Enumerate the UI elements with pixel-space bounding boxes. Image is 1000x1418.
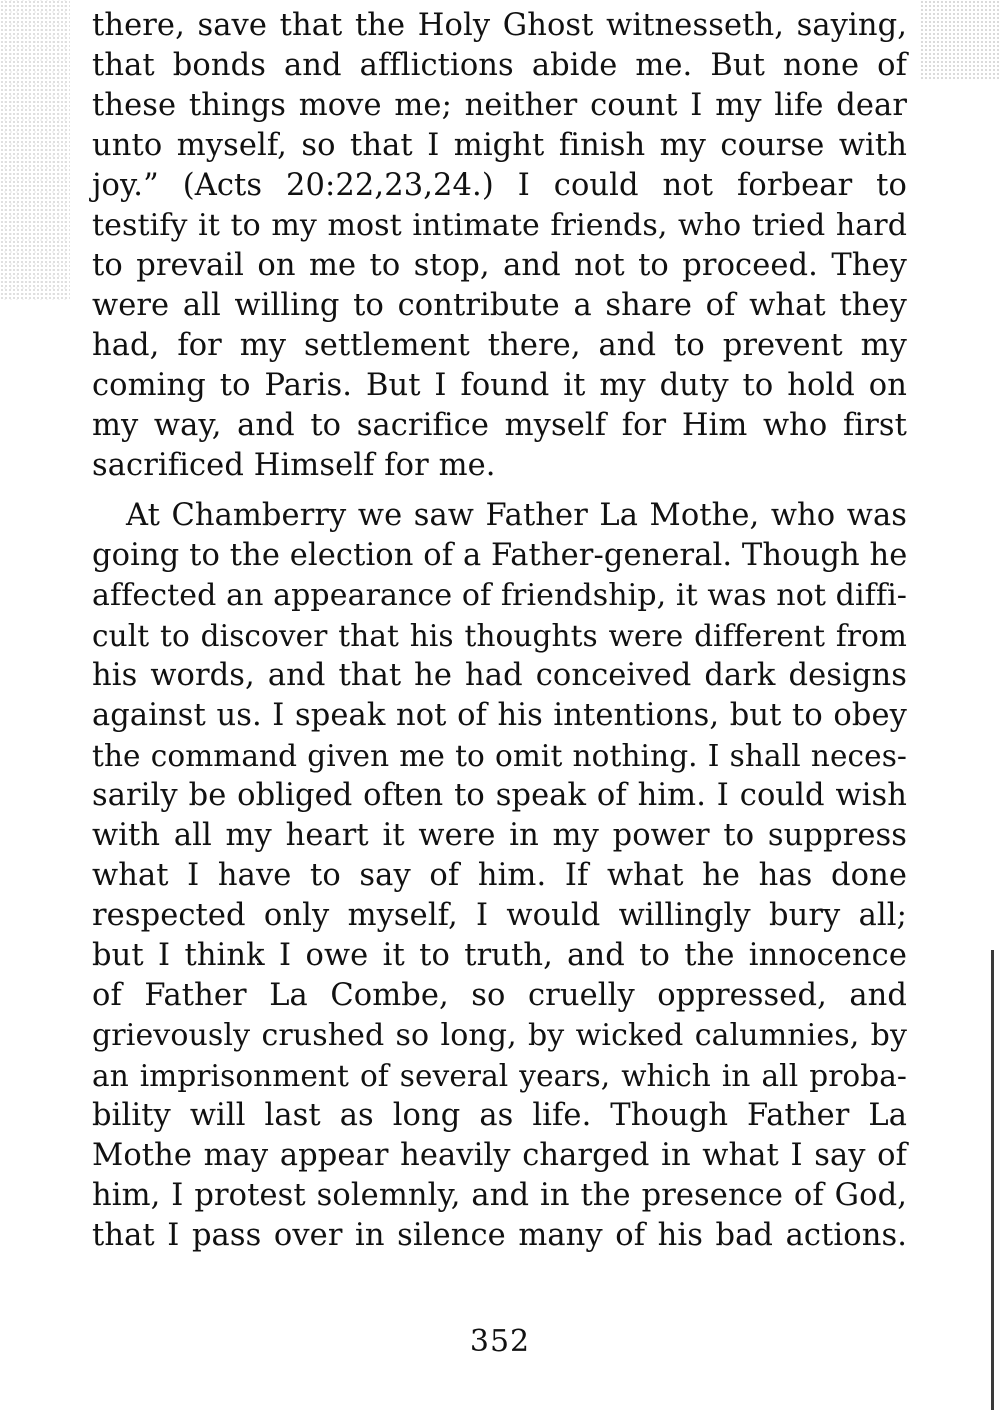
text-line: to prevail on me to stop, and not to proceed. They: [92, 248, 907, 283]
text-line: grievously crushed so long, by wicked calumnies, by: [92, 1018, 907, 1053]
text-line: At Chamberry we saw Father La Mothe, who was: [126, 498, 907, 533]
text-line: against us. I speak not of his intentions, but to obey: [92, 698, 907, 733]
text-line: were all willing to contribute a share of what they: [92, 288, 907, 323]
scan-speckle-right: [920, 0, 1000, 80]
text-line: an imprisonment of several years, which in all proba-: [92, 1059, 907, 1093]
text-line: these things move me; neither count I my life dear: [92, 88, 907, 123]
text-line: affected an appearance of friendship, it was not diffi-: [92, 578, 908, 613]
text-line: Mothe may appear heavily charged in what I say of: [92, 1138, 907, 1173]
page-number: 352: [469, 1324, 531, 1359]
text-line: his words, and that he had conceived dark designs: [92, 658, 907, 693]
text-line: sacrificed Himself for me.: [92, 448, 496, 483]
text-line: coming to Paris. But I found it my duty to hold on: [92, 368, 907, 403]
text-line: joy.” (Acts 20:22,23,24.) I could not forbear to: [92, 168, 907, 203]
text-line: respected only myself, I would willingly bury all;: [92, 898, 907, 933]
text-line: with all my heart it were in my power to suppress: [92, 818, 907, 853]
text-line: going to the election of a Father-general. Though he: [92, 538, 908, 573]
text-line: what I have to say of him. If what he has done: [92, 858, 907, 893]
text-line: sarily be obliged often to speak of him. I could wish: [92, 778, 907, 813]
text-line: unto myself, so that I might finish my course with: [92, 128, 907, 163]
text-line: bility will last as long as life. Though Father La: [92, 1098, 907, 1133]
text-line: that I pass over in silence many of his bad actions.: [92, 1218, 907, 1253]
text-line: cult to discover that his thoughts were different from: [92, 619, 907, 653]
text-line: had, for my settlement there, and to prevent my: [92, 328, 907, 363]
text-line: but I think I owe it to truth, and to the innocence: [92, 938, 907, 973]
text-line: there, save that the Holy Ghost witnesseth, saying,: [92, 8, 907, 43]
scan-speckle-left: [0, 0, 70, 300]
text-line: testify it to my most intimate friends, who tried hard: [92, 208, 907, 243]
text-line: of Father La Combe, so cruelly oppressed, and: [92, 978, 907, 1013]
text-line: my way, and to sacrifice myself for Him who first: [92, 408, 907, 443]
text-line: the command given me to omit nothing. I shall neces-: [92, 739, 907, 773]
text-line: him, I protest solemnly, and in the presence of God,: [92, 1178, 907, 1213]
text-line: that bonds and afflictions abide me. But none of: [92, 48, 907, 83]
